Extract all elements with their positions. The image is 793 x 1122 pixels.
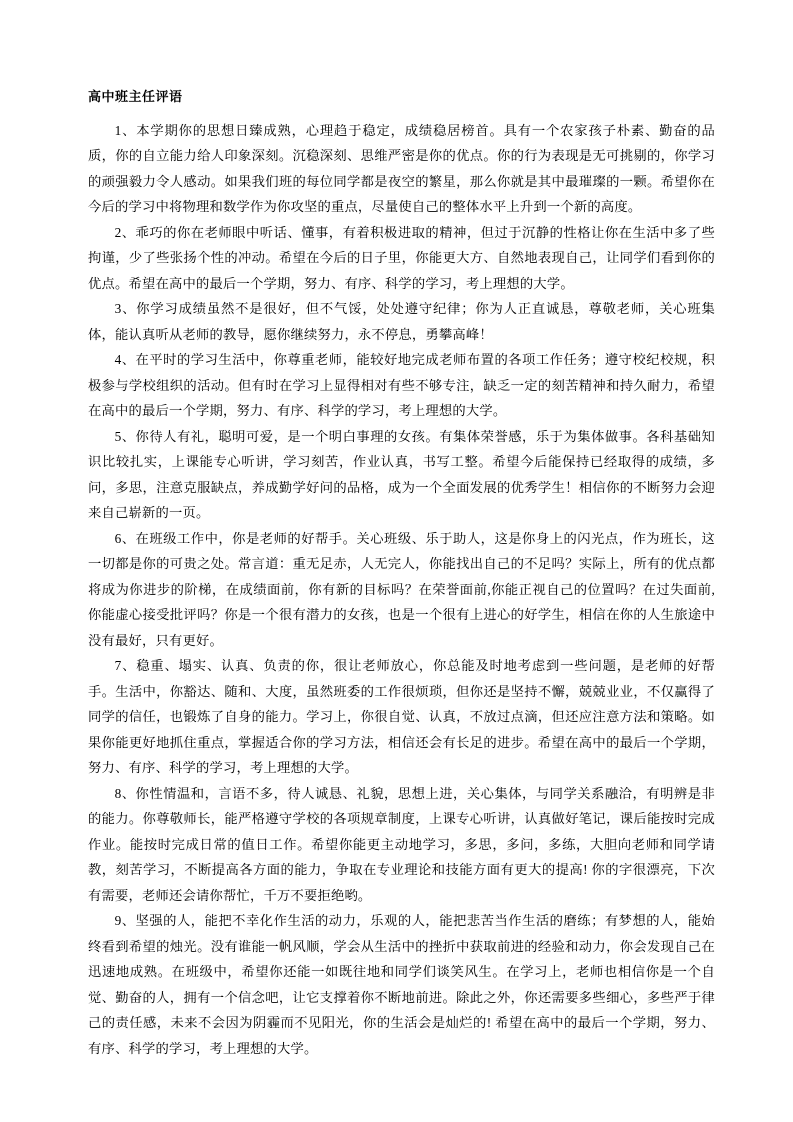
paragraph-6: 6、在班级工作中，你是老师的好帮手。关心班级、乐于助人，这是你身上的闪光点，作为班长，这一切都是你的可贵之处。常言道：重无足赤，人无完人，你能找出自己的不足吗？实际上，所有的优点都将成为你进步的阶梯，在成绩面前，你有新的目标吗？在荣誉面前,你能正视自己的位置吗？在过失面前,你能虚心接受批评吗？你是一个很有潜力的女孩，也是一个很有上进心的好学生，相信在你的人生旅途中没有最好，只有更好。 [88, 530, 715, 648]
paragraph-2: 2、乖巧的你在老师眼中听话、懂事，有着积极进取的精神，但过于沉静的性格让你在生活中多了些拘谨，少了些张扬个性的冲动。希望在今后的日子里，你能更大方、自然地表现自己，让同学们看到你的优点。希望在高中的最后一个学期，努力、有序、科学的学习，考上理想的大学。 [88, 224, 715, 291]
paragraph-5: 5、你待人有礼，聪明可爱，是一个明白事理的女孩。有集体荣誉感，乐于为集体做事。各科基础知识比较扎实，上课能专心听讲，学习刻苦，作业认真，书写工整。希望今后能保持已经取得的成绩，多问，多思，注意克服缺点，养成勤学好问的品格，成为一个全面发展的优秀学生！相信你的不断努力会迎来自己崭新的一页。 [88, 428, 715, 520]
paragraph-1: 1、本学期你的思想日臻成熟，心理趋于稳定，成绩稳居榜首。具有一个农家孩子朴素、勤奋的品质，你的自立能力给人印象深刻。沉稳深刻、思维严密是你的优点。你的行为表现是无可挑剔的，你学习的顽强毅力令人感动。如果我们班的每位同学都是夜空的繁星，那么你就是其中最璀璨的一颗。希望你在今后的学习中将物理和数学作为你攻坚的重点，尽量使自己的整体水平上升到一个新的高度。 [88, 122, 715, 214]
paragraph-8: 8、你性情温和，言语不多，待人诚恳、礼貌，思想上进，关心集体，与同学关系融洽，有明辨是非的能力。你尊敬师长，能严格遵守学校的各项规章制度，上课专心听讲，认真做好笔记，课后能按时完成作业。能按时完成日常的值日工作。希望你能更主动地学习，多思，多问，多练，大胆向老师和同学请教，刻苦学习，不断提高各方面的能力，争取在专业理论和技能方面有更大的提高! 你的字很漂亮，下次有需要，老师还会请你帮忙，千万不要拒绝哟。 [88, 785, 715, 903]
paragraph-9: 9、坚强的人，能把不幸化作生活的动力，乐观的人，能把悲苦当作生活的磨练；有梦想的人，能始终看到希望的烛光。没有谁能一帆风顺，学会从生活中的挫折中获取前进的经验和动力，你会发现自己在迅速地成熟。在班级中，希望你还能一如既往地和同学们谈笑风生。在学习上，老师也相信你是一个自觉、勤奋的人，拥有一个信念吧，让它支撑着你不断地前进。除此之外，你还需要多些细心，多些严于律己的责任感，未来不会因为阴霾而不见阳光，你的生活会是灿烂的! 希望在高中的最后一个学期，努力、有序、科学的学习，考上理想的大学。 [88, 913, 715, 1056]
paragraph-4: 4、在平时的学习生活中，你尊重老师，能较好地完成老师布置的各项工作任务；遵守校纪校规，积极参与学校组织的活动。但有时在学习上显得相对有些不够专注，缺乏一定的刻苦精神和持久耐力，希望在高中的最后一个学期，努力、有序、科学的学习，考上理想的大学。 [88, 352, 715, 418]
paragraph-3: 3、你学习成绩虽然不是很好，但不气馁，处处遵守纪律；你为人正直诚恳，尊敬老师，关心班集体，能认真听从老师的教导，愿你继续努力，永不停息，勇攀高峰！ [88, 301, 715, 342]
paragraph-7: 7、稳重、塌实、认真、负责的你，很让老师放心，你总能及时地考虑到一些问题，是老师的好帮手。生活中，你豁达、随和、大度，虽然班委的工作很烦琐，但你还是坚持不懈，兢兢业业，不仅赢得了同学的信任，也锻炼了自身的能力。学习上，你很自觉、认真，不放过点滴，但还应注意方法和策略。如果你能更好地抓住重点，掌握适合你的学习方法，相信还会有长足的进步。希望在高中的最后一个学期，努力、有序、科学的学习，考上理想的大学。 [88, 658, 715, 775]
page-title: 高中班主任评语 [88, 90, 183, 105]
